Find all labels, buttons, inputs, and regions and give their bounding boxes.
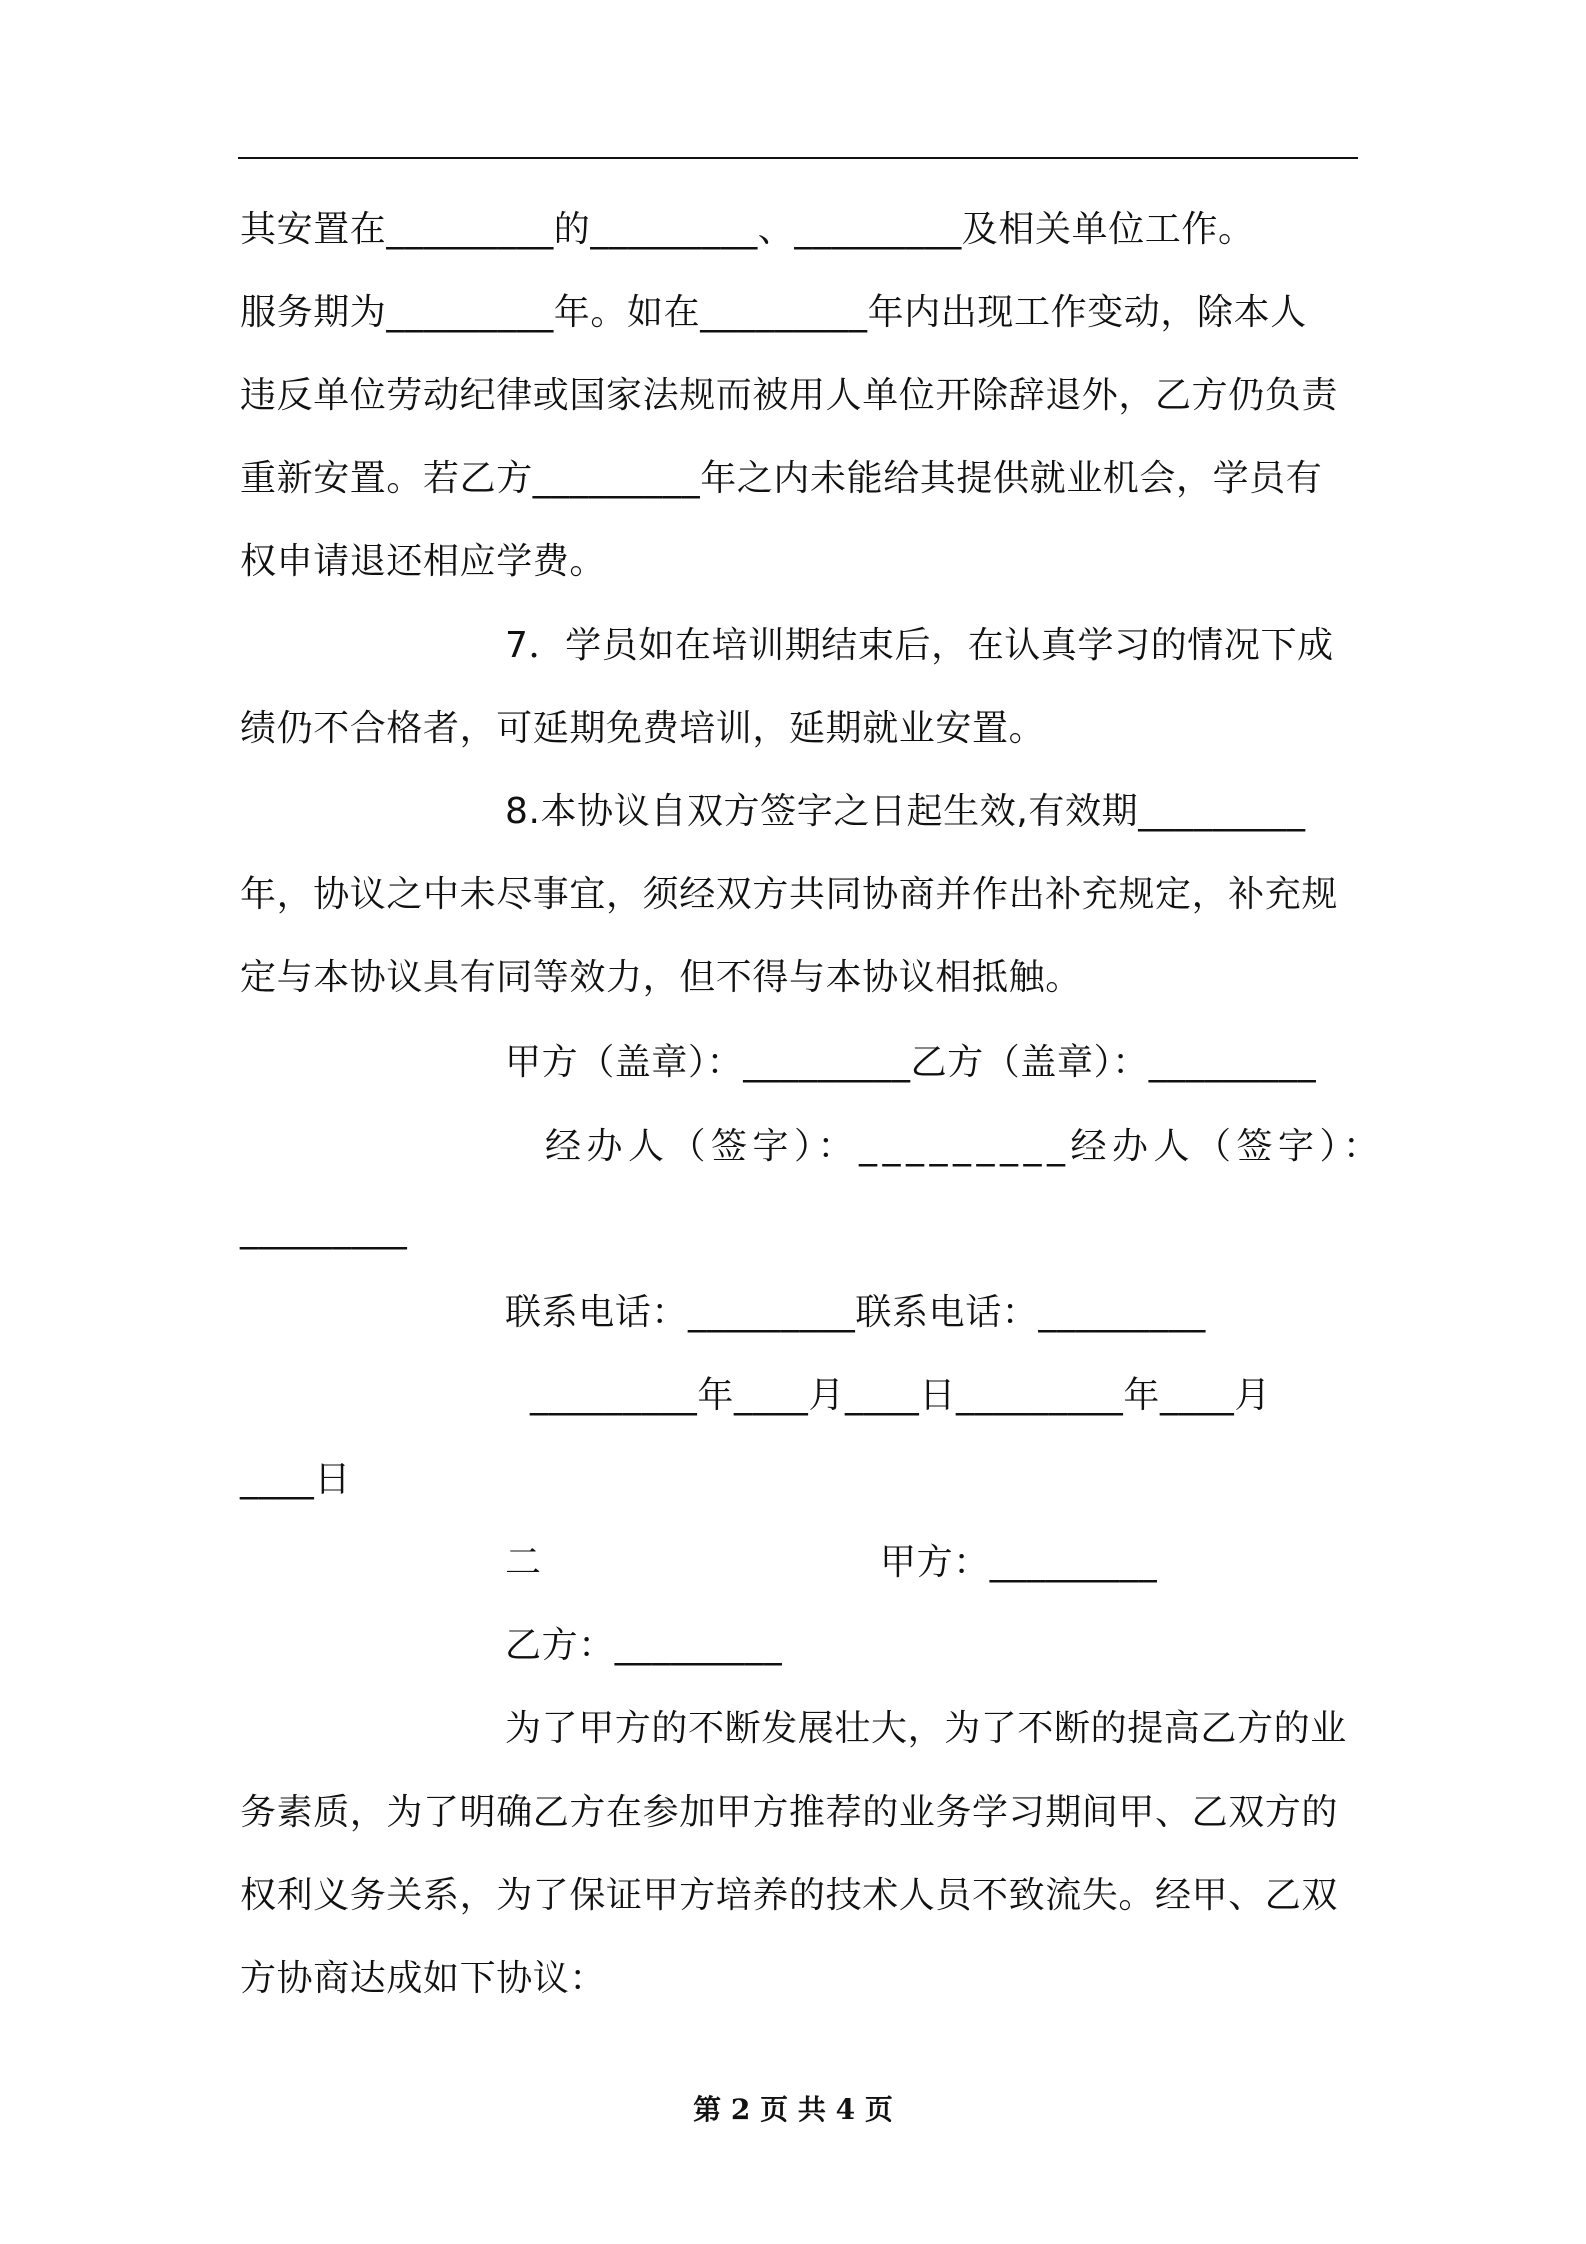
text-line: 7．学员如在培训期结束后，在认真学习的情况下成 <box>505 625 1334 666</box>
signature-line-agent: 经办人（签字）：_________经办人（签字）： <box>545 1126 1385 1167</box>
text-line: 其安置在_________的_________、_________及相关单位工作。 <box>240 209 1255 250</box>
text-line: 权利义务关系，为了保证甲方培养的技术人员不致流失。经甲、乙双 <box>240 1875 1339 1916</box>
section-number: 二 <box>505 1542 542 1583</box>
party-b-line: 乙方：_________ <box>505 1625 783 1666</box>
page-number: 第 2 页 共 4 页 <box>693 2093 893 2126</box>
date-line: _________年____月____日_________年____月 <box>530 1375 1271 1416</box>
text-line: 重新安置。若乙方_________年之内未能给其提供就业机会，学员有 <box>240 458 1323 499</box>
text-line: 方协商达成如下协议： <box>240 1958 607 1999</box>
text-line: 服务期为_________年。如在_________年内出现工作变动，除本人 <box>240 292 1307 333</box>
text-line: 为了甲方的不断发展壮大，为了不断的提高乙方的业 <box>505 1708 1347 1749</box>
signature-line-seal: 甲方（盖章）：_________乙方（盖章）：_________ <box>505 1042 1317 1083</box>
text-line: 年，协议之中未尽事宜，须经双方共同协商并作出补充规定，补充规 <box>240 874 1339 915</box>
contact-phone-line: 联系电话：_________联系电话：_________ <box>505 1292 1206 1333</box>
party-a-line: 甲方：_________ <box>880 1542 1158 1583</box>
text-line: 绩仍不合格者，可延期免费培训，延期就业安置。 <box>240 708 1046 749</box>
date-line-continued: ____日 <box>240 1459 351 1500</box>
text-line: 权申请退还相应学费。 <box>240 541 607 582</box>
text-line: 定与本协议具有同等效力，但不得与本协议相抵触。 <box>240 957 1082 998</box>
text-line: 违反单位劳动纪律或国家法规而被用人单位开除辞退外，乙方仍负责 <box>240 375 1339 416</box>
text-line: 务素质，为了明确乙方在参加甲方推荐的业务学习期间甲、乙双方的 <box>240 1792 1339 1833</box>
signature-blank: _________ <box>240 1209 408 1250</box>
header-rule <box>238 157 1358 159</box>
text-line: 8.本协议自双方签字之日起生效,有效期_________ <box>505 791 1306 832</box>
